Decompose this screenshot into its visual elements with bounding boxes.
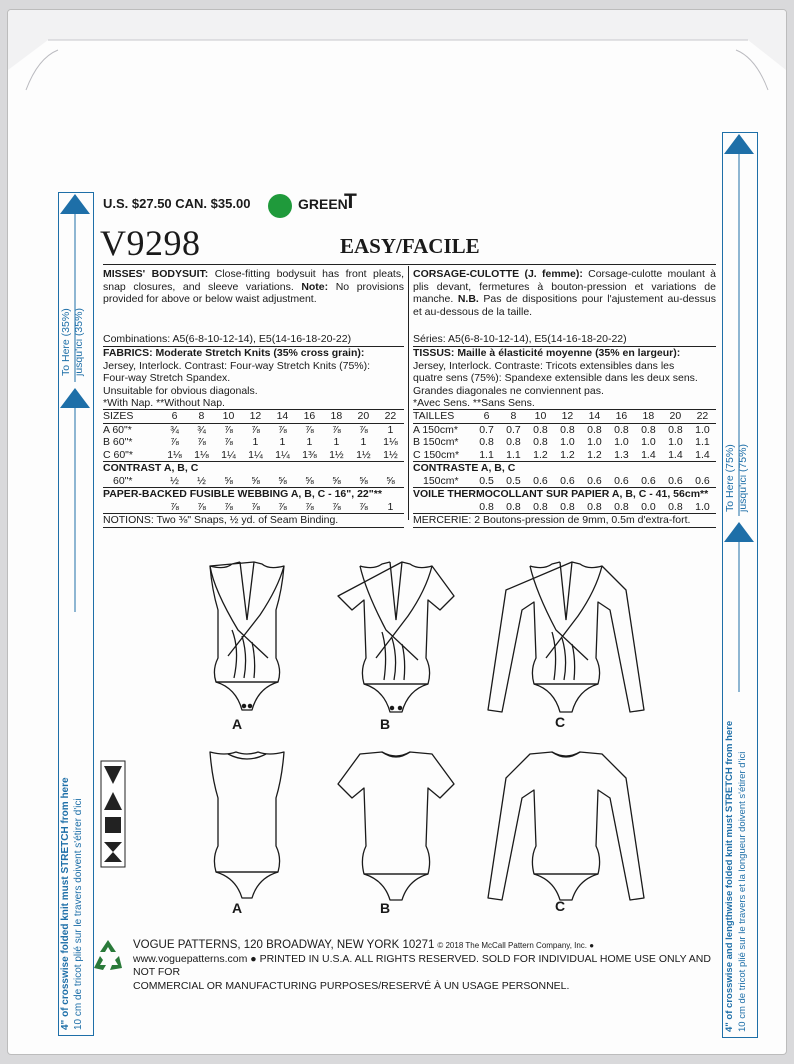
view-b-back (338, 752, 454, 900)
combinations-en: Combinations: A5(6-8-10-12-14), E5(14-16-18-20-22) (103, 333, 352, 345)
header-divider (103, 264, 716, 265)
table-row: B 60"* ⅞ ⅞ ⅞ 1 1 1 1 1 1⅛ (103, 436, 398, 448)
table-row: 0.8 0.8 0.8 0.8 0.8 0.8 0.0 0.8 1.0 (479, 500, 710, 513)
view-label-c-back: C (555, 898, 566, 914)
view-label-c-front: C (555, 714, 566, 730)
voile-heading-row: VOILE THERMOCOLLANT SUR PAPIER A, B, C - 41, 56cm** (413, 488, 716, 501)
notions-row: NOTIONS: Two ⅜" Snaps, ½ yd. of Seam Binding. (103, 514, 404, 528)
yardage-table-en (103, 409, 404, 528)
table-row: 150cm* 0.5 0.5 0.6 0.6 0.6 0.6 0.6 0.6 0.6 (423, 474, 710, 487)
webbing-heading-row: PAPER-BACKED FUSIBLE WEBBING A, B, C - 16", 22"** (103, 488, 404, 501)
fabrics-en: FABRICS: Moderate Stretch Knits (35% cross grain): Jersey, Interlock. Contrast: Four-way Stretch Knits (75%): Four-way Stretch Spandex. Unsuitable for obvious diagonals. *With Nap. **Without Nap. (103, 347, 371, 409)
left-stretch-en: 4" of crosswise folded knit must STRETCH from here (60, 777, 71, 1030)
sizes-row: SIZES 6 8 10 12 14 16 18 20 22 (103, 410, 404, 424)
view-a-back (210, 752, 284, 898)
contrast-heading-row: CONTRAST A, B, C (103, 462, 404, 475)
square-icon (105, 817, 121, 833)
table-row: C 150cm* 1.1 1.1 1.2 1.2 1.2 1.3 1.4 1.4 1.4 (413, 448, 710, 461)
color-label: GREEN (298, 196, 348, 212)
pattern-number: V9298 (100, 223, 201, 263)
table-row: ⅞ ⅞ ⅞ ⅞ ⅞ ⅞ ⅞ ⅞ 1 (170, 500, 394, 513)
view-c-back (488, 752, 644, 900)
view-label-b-back: B (380, 900, 391, 916)
left-stretch-fr: 10 cm de tricot plié sur le travers doivent s'étirer d'ici (73, 798, 84, 1030)
description-fr: CORSAGE-CULOTTE (J. femme): Corsage-culotte moulant à plis devant, fermetures à bouton-pression et variations de manche. N.B. Pas de dispositions pour l'ajustement au-dessus et au-dessous de la taille. (413, 268, 717, 318)
price-label: U.S. $27.50 CAN. $35.00 (103, 196, 251, 211)
right-stretch-en: 4" of crosswise and lengthwise folded knit must STRETCH from here (724, 720, 735, 1032)
left-to-here-fr: jusqu'ici (35%) (73, 308, 85, 376)
view-label-b-front: B (380, 716, 391, 732)
table-row: C 60"* 1⅛ 1⅛ 1¼ 1¼ 1¼ 1⅜ 1½ 1½ 1½ (103, 448, 398, 461)
table-row: 60"* ½ ½ ⅝ ⅝ ⅝ ⅝ ⅝ ⅝ ⅝ (113, 474, 395, 487)
view-c-front (488, 562, 644, 712)
yardage-table-fr (413, 409, 716, 528)
publisher-footer: VOGUE PATTERNS, 120 BROADWAY, NEW YORK 10271 © 2018 The McCall Pattern Company, Inc. ● www.voguepatterns.com ● PRINTED IN U.S.A. ALL RIGHTS RESERVED. SOLD FOR INDIVIDUAL HOME USE ONLY AND NOT FOR COMMERCIAL OR MANUFACTURING PURPOSES/RESERVÉ À UN USAGE PERSONNEL. (133, 939, 711, 992)
table-row: A 60"* ¾ ¾ ⅞ ⅞ ⅞ ⅞ ⅞ ⅞ 1 (103, 423, 404, 436)
view-a-front (210, 562, 284, 710)
column-divider (408, 266, 409, 520)
table-row: A 150cm* 0.7 0.7 0.8 0.8 0.8 0.8 0.8 0.8 1.0 (413, 423, 716, 436)
view-label-a-back: A (232, 900, 243, 916)
envelope-flap-lines (8, 10, 786, 130)
series-fr: Séries: A5(6-8-10-12-14), E5(14-16-18-20-22) (413, 333, 627, 345)
tissus-fr: TISSUS: Maille à élasticité moyenne (35% en largeur): Jersey, Interlock. Contraste: Tricots extensibles dans les quatre sens (75%): Spandexe extensible dans les deux sens. Grandes diagonales ne conviennent pas. *Avec Sens. **Sans Sens. (413, 347, 698, 409)
view-b-front (338, 562, 454, 712)
color-dot (268, 194, 292, 218)
garment-views (180, 560, 660, 920)
description-en: MISSES' BODYSUIT: Close-fitting bodysuit has front pleats, snap closures, and sleeve variations. Note: No provisions provided for above or below waist adjustment. (103, 268, 404, 305)
recycle-icon (90, 938, 126, 972)
pattern-markings (100, 760, 126, 868)
right-to-here-fr: jusqu'ici (75%) (737, 444, 749, 512)
sizes-row: TAILLES 6 8 10 12 14 16 18 20 22 (413, 410, 716, 424)
right-stretch-fr: 10 cm de tricot plié sur le travers et la longueur doivent s'étirer d'ici (737, 751, 748, 1032)
view-label-a-front: A (232, 716, 243, 732)
left-to-here-en: To Here (35%) (60, 308, 72, 376)
mercerie-row: MERCERIE: 2 Boutons-pression de 9mm, 0.5m d'extra-fort. (413, 514, 716, 528)
table-row: B 150cm* 0.8 0.8 0.8 1.0 1.0 1.0 1.0 1.0 1.1 (413, 436, 710, 448)
contrast-heading-row: CONTRASTE A, B, C (413, 462, 716, 475)
difficulty-label: EASY/FACILE (340, 234, 480, 258)
category-letter: T (344, 190, 357, 213)
right-to-here-en: To Here (75%) (724, 444, 736, 512)
